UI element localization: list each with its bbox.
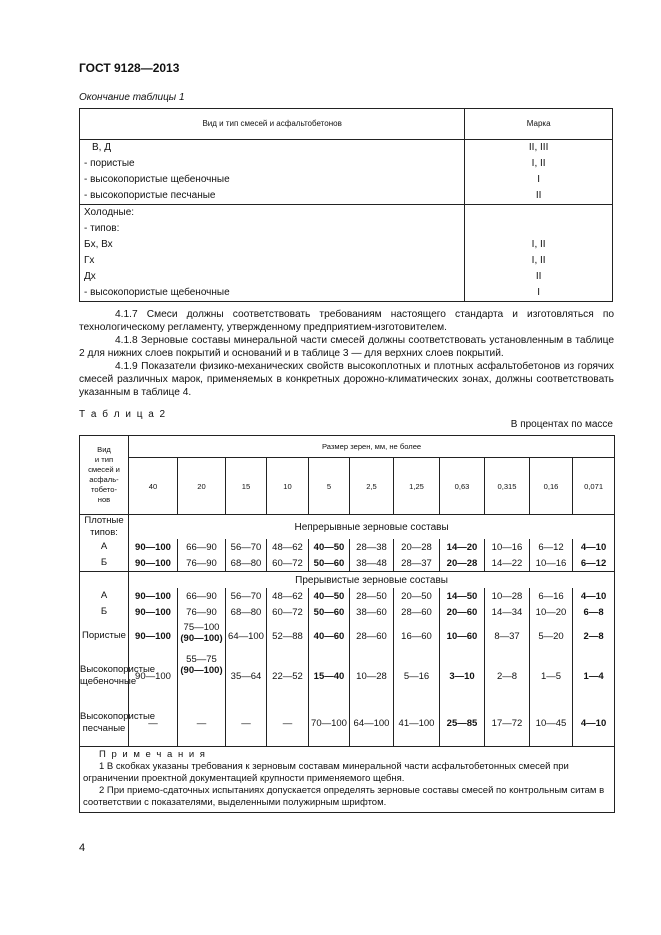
table2-row-name: Высокопористые песчаные bbox=[80, 700, 129, 747]
table2-cell bbox=[178, 652, 226, 700]
table2-cell-value: 10—60 bbox=[446, 630, 478, 642]
table1-cell-type: Дх bbox=[84, 271, 96, 282]
paragraphs bbox=[79, 308, 614, 399]
table2-cell-value: 70—100 bbox=[311, 717, 347, 729]
table2-cell-value: 60—72 bbox=[272, 557, 303, 569]
table2-cell bbox=[267, 604, 309, 620]
table2-cell-value: 3—10 bbox=[449, 670, 475, 682]
table2-row-name: Б bbox=[80, 555, 129, 572]
table1-row bbox=[80, 172, 613, 188]
table2-cell-value: 2—8 bbox=[583, 630, 604, 642]
table2-row-name: Высокопористые щебеночные bbox=[80, 652, 129, 700]
table2-cell bbox=[309, 539, 350, 555]
table2-size-2: 15 bbox=[226, 458, 267, 515]
table1-cell-grade: I, II bbox=[465, 253, 613, 269]
table2-cell-value: 64—100 bbox=[353, 717, 390, 729]
table2-cell-value: 28—38 bbox=[356, 541, 387, 553]
table2-cell bbox=[226, 588, 267, 604]
table2-cell bbox=[530, 539, 573, 555]
table2-cell-value: 17—72 bbox=[491, 717, 523, 729]
table2-cell bbox=[440, 700, 485, 747]
table2-cell bbox=[309, 555, 350, 572]
table2-cell bbox=[394, 539, 440, 555]
table2-section-title: Непрерывные зерновые составы bbox=[294, 521, 449, 533]
table2-cell bbox=[178, 555, 226, 572]
table2-cell bbox=[226, 652, 267, 700]
table2-row-name: Пористые bbox=[80, 620, 129, 652]
table2-cell-value: 10—16 bbox=[491, 541, 523, 553]
table2-size-9: 0,16 bbox=[530, 458, 573, 515]
table2-cell bbox=[573, 539, 615, 555]
table2-cell-value: 48—62 bbox=[272, 590, 303, 602]
table1-cell-grade bbox=[465, 205, 613, 222]
table2-cell bbox=[129, 620, 178, 652]
table2-cell bbox=[226, 700, 267, 747]
table1-cell-type: В, Д bbox=[92, 142, 111, 153]
table1-header-type: Вид и тип смесей и асфальтобетонов bbox=[80, 109, 465, 140]
table2-row bbox=[80, 620, 615, 652]
table2-cell bbox=[485, 539, 530, 555]
table2-cell-value: 20—60 bbox=[446, 606, 478, 618]
table2-cell bbox=[485, 604, 530, 620]
table2-cell bbox=[226, 555, 267, 572]
table2-cell-value: 38—48 bbox=[356, 557, 387, 569]
table2-cell bbox=[394, 620, 440, 652]
table1-row bbox=[80, 221, 613, 237]
table2-cell-value: 10—28 bbox=[356, 670, 387, 682]
table2-cell-value: 55—75 bbox=[186, 654, 217, 665]
table2-cell-value: — bbox=[196, 717, 207, 729]
table2-size-6: 1,25 bbox=[394, 458, 440, 515]
table2-cell-value: 90—100 bbox=[135, 670, 171, 682]
table2-cell-value: 28—50 bbox=[356, 590, 387, 602]
table2-cell-value: 1—5 bbox=[540, 670, 562, 682]
table2-header-type: Вид и тип смесей и асфаль- тобето- нов bbox=[80, 436, 129, 515]
table1-header-grade: Марка bbox=[465, 109, 613, 140]
table2-cell bbox=[573, 588, 615, 604]
table2-size-1: 20 bbox=[178, 458, 226, 515]
table2-cell bbox=[485, 700, 530, 747]
table2-cell-value: 40—50 bbox=[313, 541, 345, 553]
table1-cell-grade: I bbox=[465, 172, 613, 188]
paragraph-4-1-8: 4.1.8 Зерновые составы минеральной части смесей должны соответствовать установленным в таблице 2 для нижних слоев покрытий и оснований и в таблице 3 — для верхних слоев покрытий. bbox=[79, 335, 614, 359]
table2-cell bbox=[309, 700, 350, 747]
table2-cell-value: — bbox=[282, 717, 293, 729]
paragraph-4-1-9: 4.1.9 Показатели физико-механических свойств высокоплотных и плотных асфальтобетонов из горячих смесей различных марок, применяемых в конкретных дорожно-климатических зонах, должны соответствовать указанным в таблице 4. bbox=[79, 361, 614, 398]
table2-size-5: 2,5 bbox=[350, 458, 394, 515]
table2-group-label bbox=[80, 572, 129, 589]
table2-section-row bbox=[80, 515, 615, 540]
table2-cell-value: 76—90 bbox=[186, 606, 217, 618]
table2-cell-value: 5—20 bbox=[538, 630, 564, 642]
table2-cell bbox=[440, 539, 485, 555]
table2-row bbox=[80, 555, 615, 572]
table2-cell-value: 38—60 bbox=[356, 606, 387, 618]
table2-cell bbox=[530, 700, 573, 747]
table2-cell bbox=[485, 588, 530, 604]
table2-cell-value: 10—16 bbox=[535, 557, 567, 569]
table2-cell-value: 6—16 bbox=[538, 590, 564, 602]
table2-cell-value: 5—16 bbox=[403, 670, 430, 682]
table2-cell bbox=[394, 604, 440, 620]
table1 bbox=[79, 108, 613, 302]
table2-cell-value: 66—90 bbox=[186, 590, 217, 602]
table1-row bbox=[80, 205, 613, 222]
table1-cell-type: - типов: bbox=[84, 223, 120, 234]
table1-cell-grade bbox=[465, 221, 613, 237]
table2-cell bbox=[530, 604, 573, 620]
table2-cell bbox=[440, 555, 485, 572]
table2-section-row bbox=[80, 572, 615, 589]
note-1: 1 В скобках указаны требования к зерновым составам минеральной части асфальтобетонных смесей при ограничении проектной документацией крупности применяемого щебня. bbox=[83, 761, 569, 784]
table2-cell bbox=[440, 620, 485, 652]
table1-row bbox=[80, 140, 613, 157]
table1-cell-type: Холодные: bbox=[80, 205, 465, 222]
table2-cell bbox=[178, 700, 226, 747]
table2-cell-value: 64—100 bbox=[228, 630, 264, 642]
table2-row bbox=[80, 588, 615, 604]
table1-cell-type: - высокопористые щебеночные bbox=[84, 287, 230, 298]
table2-cell bbox=[573, 555, 615, 572]
table2-cell bbox=[573, 652, 615, 700]
table2-unit-note: В процентах по массе bbox=[510, 419, 613, 430]
table2-notes bbox=[80, 747, 615, 813]
table2-cell-value: — bbox=[148, 717, 158, 729]
table2-cell-value: 4—10 bbox=[580, 590, 607, 602]
table2-cell-value: 14—20 bbox=[446, 541, 478, 553]
table2-size-0: 40 bbox=[129, 458, 178, 515]
table1-row bbox=[80, 237, 613, 253]
table2-cell bbox=[309, 652, 350, 700]
table2-cell-sub-value: (90—100) bbox=[180, 633, 223, 644]
table1-row bbox=[80, 269, 613, 285]
table2-cell-value: 28—60 bbox=[356, 630, 387, 642]
table2-row-name: А bbox=[80, 539, 129, 555]
table2-cell-value: 35—64 bbox=[230, 670, 262, 682]
table2-cell-value: 14—34 bbox=[491, 606, 523, 618]
table2-cell bbox=[309, 620, 350, 652]
table1-cell-grade: I, II bbox=[465, 237, 613, 253]
table2-cell-value: 40—60 bbox=[313, 630, 345, 642]
table2-cell-value: 25—85 bbox=[446, 717, 478, 729]
table2-cell-value: 22—52 bbox=[272, 670, 303, 682]
table2-cell bbox=[129, 700, 178, 747]
table2-cell bbox=[440, 588, 485, 604]
table2-cell-value: 6—12 bbox=[580, 557, 607, 569]
table2-cell-sub-value: (90—100) bbox=[180, 665, 223, 676]
table2-group-label: Плотные типов: bbox=[80, 515, 129, 540]
table2-section-title: Прерывистые зерновые составы bbox=[129, 572, 615, 589]
table2-cell bbox=[178, 620, 226, 652]
table2-size-10: 0,071 bbox=[573, 458, 615, 515]
table2-cell bbox=[178, 604, 226, 620]
note-2: 2 При приемо-сдаточных испытаниях допускается определять зерновые составы смесей по контрольным ситам в соответствии с показателями, выделенными полужирным шрифтом. bbox=[83, 785, 605, 808]
table2-cell-value: 20—50 bbox=[401, 590, 432, 602]
table2-cell-value: 50—60 bbox=[313, 557, 345, 569]
table2-cell-value: 48—62 bbox=[272, 541, 303, 553]
table2-cell bbox=[178, 588, 226, 604]
table2-cell bbox=[485, 652, 530, 700]
table1-row bbox=[80, 188, 613, 205]
table2-cell bbox=[530, 588, 573, 604]
table2-cell bbox=[394, 700, 440, 747]
table2-cell-value: 10—20 bbox=[535, 606, 567, 618]
table2-cell-value: 68—80 bbox=[230, 557, 262, 569]
table2-cell bbox=[394, 588, 440, 604]
table2-cell bbox=[178, 539, 226, 555]
table2 bbox=[79, 435, 615, 813]
table2-cell bbox=[309, 588, 350, 604]
table2-cell bbox=[485, 620, 530, 652]
table1-cell-type: Гх bbox=[84, 255, 95, 266]
table2-cell-value: 4—10 bbox=[580, 717, 607, 729]
table2-cell bbox=[267, 539, 309, 555]
table2-cell bbox=[530, 652, 573, 700]
table2-cell bbox=[573, 620, 615, 652]
table2-cell-value: 1—4 bbox=[583, 670, 604, 682]
table2-cell-value: 90—100 bbox=[135, 630, 171, 642]
table1-cell-type: - пористые bbox=[84, 158, 135, 169]
table2-size-3: 10 bbox=[267, 458, 309, 515]
table2-cell bbox=[485, 555, 530, 572]
table2-cell bbox=[350, 700, 394, 747]
table2-cell-value: 15—40 bbox=[313, 670, 345, 682]
table1-cell-grade: I bbox=[465, 285, 613, 302]
table2-cell bbox=[350, 555, 394, 572]
table2-cell-value: 6—12 bbox=[538, 541, 564, 553]
table2-cell bbox=[350, 620, 394, 652]
table2-cell-value: 56—70 bbox=[230, 590, 262, 602]
table2-cell bbox=[129, 539, 178, 555]
table2-row bbox=[80, 604, 615, 620]
table2-cell bbox=[267, 555, 309, 572]
table2-cell bbox=[226, 604, 267, 620]
table2-cell-value: 90—100 bbox=[135, 606, 171, 618]
table2-cell bbox=[530, 620, 573, 652]
table2-cell bbox=[129, 652, 178, 700]
document-header: ГОСТ 9128—2013 bbox=[79, 61, 180, 75]
table1-cell-grade: II, III bbox=[465, 140, 613, 157]
table2-cell-value: 20—28 bbox=[401, 541, 432, 553]
table2-cell bbox=[226, 620, 267, 652]
table2-cell bbox=[267, 700, 309, 747]
table2-cell bbox=[226, 539, 267, 555]
table2-cell bbox=[350, 539, 394, 555]
table1-caption: Окончание таблицы 1 bbox=[79, 92, 185, 103]
table2-cell-value: 90—100 bbox=[135, 541, 171, 553]
table1-cell-grade: II bbox=[465, 188, 613, 205]
table2-row-name: Б bbox=[80, 604, 129, 620]
table2-cell bbox=[129, 555, 178, 572]
table2-cell-value: 50—60 bbox=[313, 606, 345, 618]
table1-cell-type: - высокопористые песчаные bbox=[80, 188, 465, 205]
table1-row bbox=[80, 156, 613, 172]
table2-cell-value: — bbox=[241, 717, 251, 729]
table2-caption: Т а б л и ц а 2 bbox=[79, 409, 167, 420]
table2-cell-value: 6—8 bbox=[583, 606, 604, 618]
table2-cell-value: 76—90 bbox=[186, 557, 217, 569]
table2-cell-value: 10—45 bbox=[535, 717, 567, 729]
table2-cell-value: 2—8 bbox=[496, 670, 518, 682]
table2-cell-value: 4—10 bbox=[580, 541, 607, 553]
table2-cell-value: 52—88 bbox=[272, 630, 303, 642]
table2-cell-value: 60—72 bbox=[272, 606, 303, 618]
table2-cell bbox=[267, 588, 309, 604]
table2-cell-value: 68—80 bbox=[230, 606, 262, 618]
table2-cell bbox=[440, 652, 485, 700]
table2-cell bbox=[350, 604, 394, 620]
table2-row-name: А bbox=[80, 588, 129, 604]
table2-cell-value: 66—90 bbox=[186, 541, 217, 553]
table1-cell-type: - высокопористые щебеночные bbox=[84, 174, 230, 185]
table2-cell bbox=[309, 604, 350, 620]
table1-cell-grade: I, II bbox=[465, 156, 613, 172]
table2-size-8: 0,315 bbox=[485, 458, 530, 515]
page-number: 4 bbox=[79, 842, 86, 854]
table1-cell-type: Бх, Вх bbox=[84, 239, 113, 250]
table2-cell bbox=[350, 588, 394, 604]
table2-cell-value: 90—100 bbox=[135, 590, 171, 602]
table1-cell-grade: II bbox=[465, 269, 613, 285]
table2-size-7: 0,63 bbox=[440, 458, 485, 515]
table2-row bbox=[80, 652, 615, 700]
table2-cell bbox=[350, 652, 394, 700]
table2-cell bbox=[394, 652, 440, 700]
table2-cell bbox=[394, 555, 440, 572]
paragraph-4-1-7: 4.1.7 Смеси должны соответствовать требованиям настоящего стандарта и изготовляться по технологическому регламенту, утвержденному предприятием-изготовителем. bbox=[79, 309, 614, 333]
table2-cell bbox=[129, 588, 178, 604]
table2-cell bbox=[267, 620, 309, 652]
table2-cell-value: 16—60 bbox=[401, 630, 432, 642]
table2-row bbox=[80, 700, 615, 747]
table2-row bbox=[80, 539, 615, 555]
table2-cell-value: 56—70 bbox=[230, 541, 262, 553]
table2-cell-value: 90—100 bbox=[135, 557, 171, 569]
table2-cell-value: 28—37 bbox=[401, 557, 432, 569]
notes-title: П р и м е ч а н и я bbox=[99, 749, 207, 760]
table1-row bbox=[80, 285, 613, 302]
table2-cell bbox=[530, 555, 573, 572]
table2-cell-value: 10—28 bbox=[491, 590, 523, 602]
table2-cell-value: 8—37 bbox=[494, 630, 520, 642]
table2-cell bbox=[129, 604, 178, 620]
table2-cell-value: 14—22 bbox=[491, 557, 523, 569]
table2-cell bbox=[573, 700, 615, 747]
table2-cell-value: 14—50 bbox=[446, 590, 478, 602]
table2-cell bbox=[267, 652, 309, 700]
table2-cell-value: 28—60 bbox=[401, 606, 432, 618]
table1-row bbox=[80, 253, 613, 269]
table2-cell-value: 41—100 bbox=[398, 717, 435, 729]
table2-cell-value: 75—100 bbox=[183, 622, 220, 633]
table2-cell bbox=[573, 604, 615, 620]
table2-size-4: 5 bbox=[309, 458, 350, 515]
table2-size-header: Размер зерен, мм, не более bbox=[129, 436, 615, 458]
table2-cell-value: 20—28 bbox=[446, 557, 478, 569]
table2-cell bbox=[440, 604, 485, 620]
table2-cell-value: 40—50 bbox=[313, 590, 345, 602]
